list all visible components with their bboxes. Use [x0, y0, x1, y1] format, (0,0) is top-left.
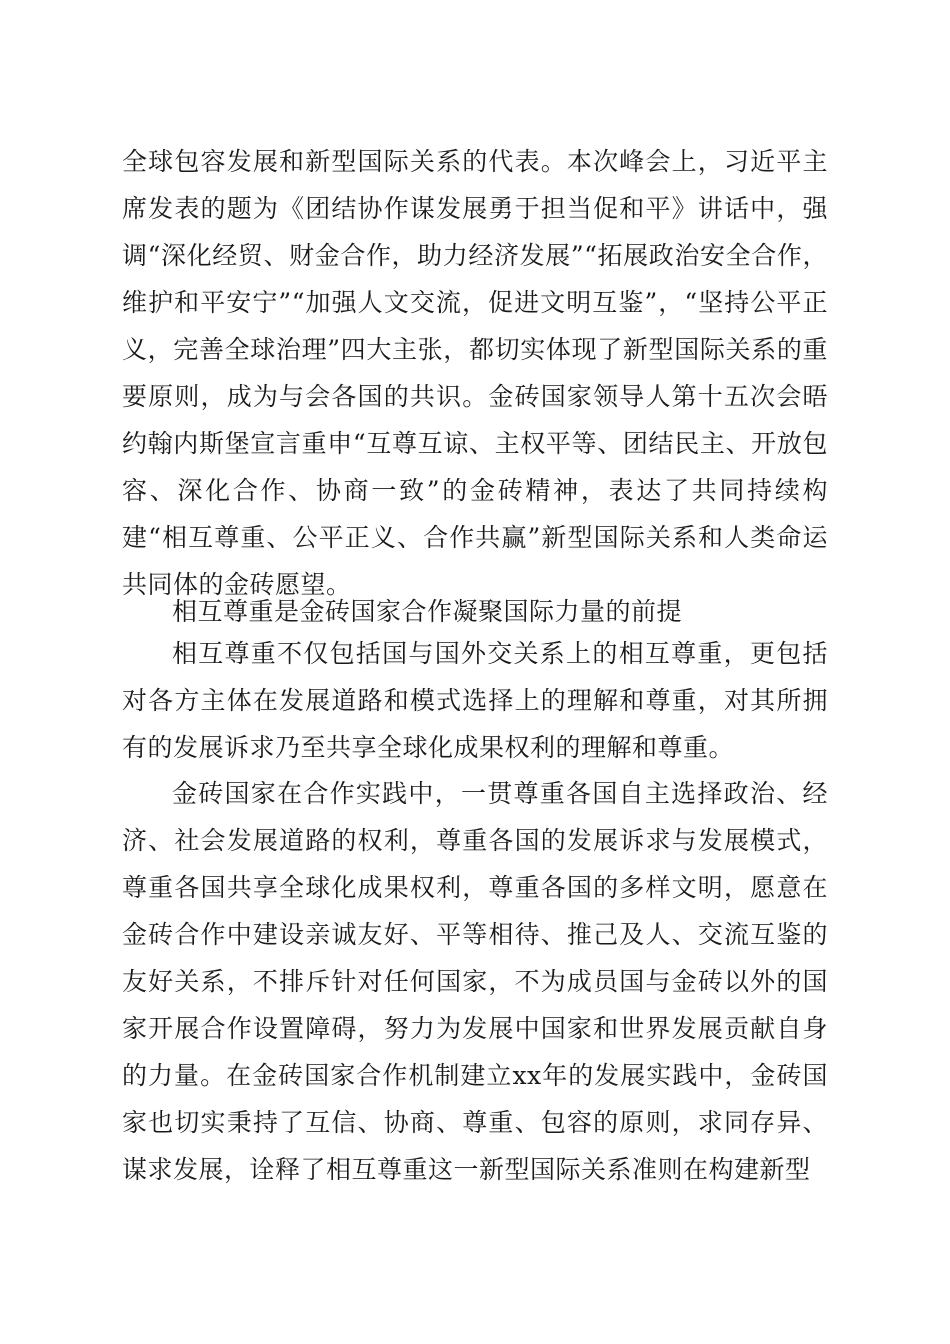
paragraph-text: 金砖国家在合作实践中，一贯尊重各国自主选择政治、经济、社会发展道路的权利，尊重各国的发展诉求与发展模式，尊重各国共享全球化成果权利，尊重各国的多样文明，愿意在金砖合作中建设亲诚友好、平等相待、推己及人、交流互鉴的友好关系，不排斥针对任何国家，不为成员国与金砖以外的国家开展合作设置障碍，努力为发展中国家和世界发展贡献自身的力量。在金砖国家合作机制建立xx年的发展实践中，金砖国家也切实秉持了互信、协商、尊重、包容的原则，求同存异、谋求发展，诠释了相互尊重这一新型国际关系准则在构建新型 — [122, 779, 828, 1184]
paragraph-respect — [122, 630, 828, 771]
section-heading-text: 相互尊重是金砖国家合作凝聚国际力量的前提 — [172, 597, 683, 626]
paragraph-text: 全球包容发展和新型国际关系的代表。本次峰会上，习近平主席发表的题为《团结协作谋发展勇于担当促和平》讲话中，强调“深化经贸、财金合作，助力经济发展”“拓展政治安全合作，维护和平安宁”“加强人文交流，促进文明互鉴”，“坚持公平正义，完善全球治理”四大主张，都切实体现了新型国际关系的重要原则，成为与会各国的共识。金砖国家领导人第十五次会晤约翰内斯堡宣言重申“互尊互谅、主权平等、团结民主、开放包容、深化合作、协商一致”的金砖精神，表达了共同持续构建“相互尊重、公平正义、合作共赢”新型国际关系和人类命运共同体的金砖愿望。 — [122, 147, 828, 599]
paragraph-text: 相互尊重不仅包括国与国外交关系上的相互尊重，更包括对各方主体在发展道路和模式选择上的理解和尊重，对其所拥有的发展诉求乃至共享全球化成果权利的理解和尊重。 — [122, 639, 828, 762]
paragraph-practice — [122, 770, 828, 1193]
section-heading — [122, 588, 828, 635]
paragraph-continuation — [122, 138, 828, 608]
